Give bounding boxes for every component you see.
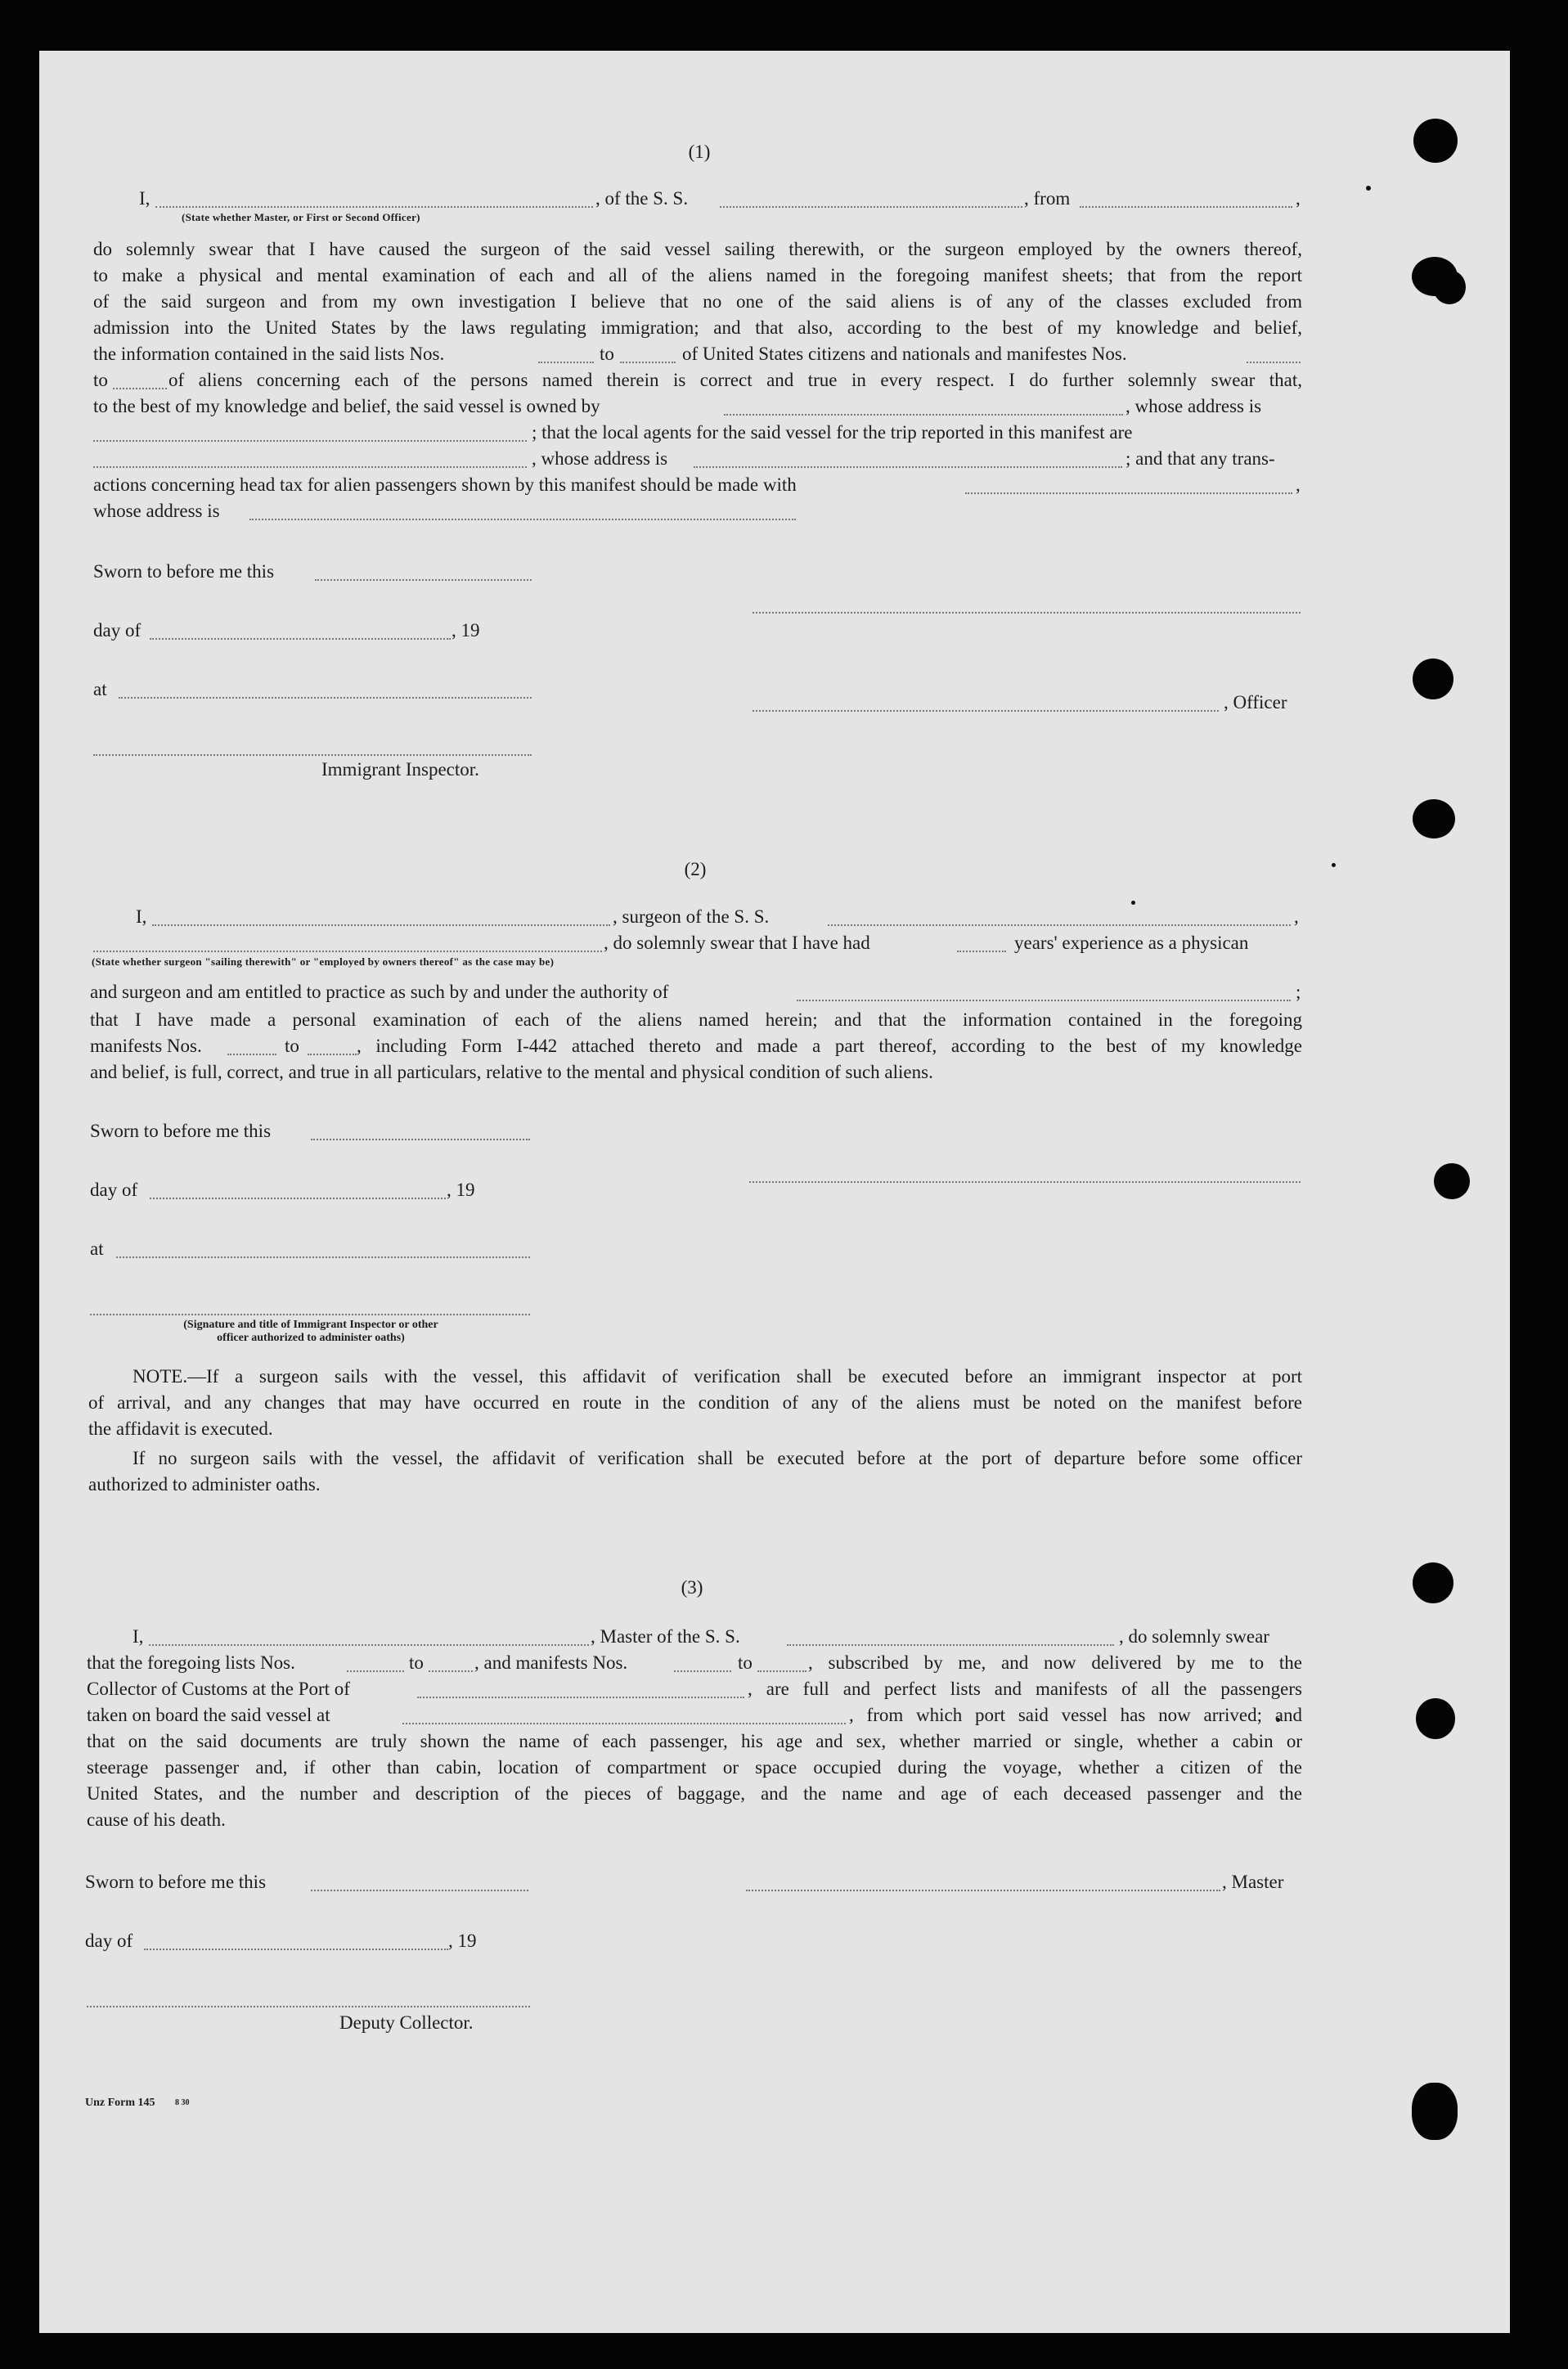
i-label: I, [136,906,147,927]
body-text: and belief, is full, correct, and true in all particulars, relative to the mental and physical condition of such aliens. [90,1062,933,1082]
day-of-label: day of [85,1931,133,1951]
manifest-from-line [674,1670,731,1672]
year-label: , 19 [447,1180,475,1200]
note-line: If no surgeon sails with the vessel, the affidavit of verification shall be executed before at the port of departure before some officer [133,1448,1302,1468]
body-text: of United States citizens and nationals and manifestes Nos. [682,344,1127,364]
at-label: at [93,679,107,699]
from-port-line [1080,206,1292,208]
signature-line [753,612,1301,614]
master-name-line [149,1644,589,1646]
inspector-signature-line [93,754,532,756]
form-id: Unz Form 145 [85,2097,155,2109]
speck [1131,901,1135,905]
punctuation: , [1294,906,1299,927]
body-text: years' experience as a physican [1014,933,1249,953]
body-text: the information contained in the said lists Nos. [93,344,445,364]
surgeon-type-line [93,951,602,952]
body-line: of the said surgeon and from my own investigation I believe that no one of the said aliens is of any of the classes excluded from [93,291,1302,312]
punch-hole [1416,1698,1455,1739]
ship-name-line [828,924,1291,926]
body-text: to [409,1652,424,1673]
body-line: cause of his death. [87,1809,226,1830]
boarding-port-line [402,1723,846,1724]
body-text: of aliens concerning each of the persons named therein is correct and true in every respect. I do further solemnly swear that, [168,370,1302,390]
body-text: Collector of Customs at the Port of [87,1679,350,1699]
officer-rank-note: (State whether Master, or First or Second Officer) [182,211,420,223]
ship-name-line [720,206,1022,208]
body-text: , subscribed by me, and now delivered by me to the [808,1652,1302,1673]
body-text: , whose address is [532,448,668,469]
section-number: (1) [688,142,711,162]
year-label: , 19 [448,1931,477,1951]
body-text: whose address is [93,501,220,521]
inspector-title: Immigrant Inspector. [321,759,479,780]
body-text: to [600,344,614,364]
body-line: admission into the United States by the laws regulating immigration; and that also, according to the best of my knowledge and belief, [93,317,1302,338]
body-text: , including Form I-442 attached thereto and made a part thereof, according to the best of my knowledge [357,1036,1302,1056]
body-line: that on the said documents are truly shown the name of each passenger, his age and sex, whether married or single, whether a cabin or [87,1731,1302,1751]
body-text: taken on board the said vessel at [87,1705,330,1725]
body-text: , whose address is [1125,396,1262,416]
sworn-line [315,579,532,581]
body-text: to [738,1652,753,1673]
owner-address-line [93,440,527,442]
day-line [150,1198,446,1199]
surgeon-type-note: (State whether surgeon "sailing therewith" or "employed by owners thereof" as the case may be) [92,955,555,968]
note-line: the affidavit is executed. [88,1418,273,1439]
body-text: , from which port said vessel has now arrived; and [849,1705,1302,1725]
surgeon-signature-line [749,1181,1301,1183]
master-title: , Master [1222,1872,1284,1892]
authority-line [797,1000,1291,1001]
years-line [957,951,1006,952]
punctuation: ; [1296,982,1301,1002]
body-text: ; and that any trans- [1125,448,1275,469]
body-text: and surgeon and am entitled to practice as such by and under the authority of [90,982,669,1002]
sworn-label: Sworn to before me this [90,1121,272,1141]
day-line [150,638,451,640]
manifest-to-line [308,1054,357,1055]
officer-signature-line [753,710,1219,712]
body-text: , do solemnly swear [1119,1626,1269,1647]
section-number: (2) [684,859,707,879]
port-line [417,1697,744,1698]
inspector-signature-line [90,1314,530,1315]
i-label: I, [139,188,151,209]
punch-hole [1413,799,1455,838]
manifest-to-line [757,1670,806,1672]
body-line: steerage passenger and, if other than cabin, location of compartment or space occupied during the voyage, whether a citizen of the [87,1757,1302,1778]
punctuation: , [1296,188,1301,209]
day-of-label: day of [90,1180,138,1200]
officer-name-line [155,206,593,208]
body-text: ; that the local agents for the said vessel for the trip reported in this manifest are [532,422,1133,443]
form-page [39,51,1510,2333]
i-label: I, [133,1626,144,1647]
master-signature-line [746,1890,1220,1891]
punch-hole [1412,2083,1458,2140]
body-text: actions concerning head tax for alien passengers shown by this manifest should be made with [93,474,797,495]
manifest-to-line [113,388,167,389]
body-text: , surgeon of the S. S. [613,906,770,927]
body-text: , Master of the S. S. [591,1626,740,1647]
place-line [116,1256,530,1258]
body-text: , and manifests Nos. [474,1652,628,1673]
punch-hole [1413,1562,1453,1603]
body-text: , are full and perfect lists and manifests of all the passengers [748,1679,1302,1699]
punch-hole [1413,119,1458,163]
body-line: United States, and the number and description of the pieces of baggage, and the name and age of each deceased passenger and the [87,1783,1302,1804]
body-line: do solemnly swear that I have caused the surgeon of the said vessel sailing therewith, or the surgeon employed by the owners thereof, [93,239,1302,259]
agent-address-line [694,466,1122,468]
punch-hole [1433,270,1466,304]
body-text: to the best of my knowledge and belief, the said vessel is owned by [93,396,600,416]
surgeon-name-line [152,924,610,926]
speck [1366,186,1371,191]
collector-title: Deputy Collector. [339,2012,474,2033]
sworn-line [311,1890,528,1891]
officer-title: , Officer [1224,692,1287,712]
body-line: that I have made a personal examination of each of the aliens named herein; and that the information contained in the foregoing [90,1009,1302,1030]
list-to-line [620,362,676,363]
signature-note: officer authorized to administer oaths) [217,1332,405,1344]
body-text: that the foregoing lists Nos. [87,1652,295,1673]
punctuation: , [1296,474,1301,495]
speck [1332,863,1336,867]
ship-name-line [787,1644,1114,1646]
sworn-line [311,1139,530,1140]
place-line [119,697,532,699]
owner-line [724,414,1123,416]
sworn-label: Sworn to before me this [85,1872,267,1892]
collector-signature-line [87,2006,530,2007]
list-to-line [429,1670,473,1672]
day-of-label: day of [93,620,142,641]
body-text: to [93,370,108,390]
punch-hole [1413,659,1453,699]
form-code: 8 30 [175,2098,190,2107]
of-the-ss-label: , of the S. S. [595,188,689,209]
note-line: of arrival, and any changes that may have occurred en route in the condition of any of the aliens must be noted on the manifest before [88,1392,1302,1413]
sworn-label: Sworn to before me this [93,561,275,582]
day-line [144,1949,448,1950]
head-tax-line [965,492,1292,494]
from-label: , from [1024,188,1071,209]
list-from-line [538,362,594,363]
body-text: to [285,1036,299,1056]
note-line: NOTE.—If a surgeon sails with the vessel, this affidavit of verification shall be executed before an immigrant inspector at port [133,1366,1302,1387]
body-text: manifests Nos. [90,1036,202,1056]
body-line: to make a physical and mental examination of each and all of the aliens named in the foregoing manifest sheets; that from the report [93,265,1302,285]
head-tax-address-line [249,519,796,520]
manifest-from-line [227,1054,276,1055]
manifest-from-line [1247,362,1301,363]
section-number: (3) [681,1577,703,1598]
punch-hole [1434,1163,1470,1199]
signature-note: (Signature and title of Immigrant Inspector or other [183,1319,438,1331]
agent-line [93,466,527,468]
at-label: at [90,1238,104,1259]
body-text: , do solemnly swear that I have had [604,933,870,953]
year-label: , 19 [452,620,480,641]
list-from-line [347,1670,404,1672]
note-line: authorized to administer oaths. [88,1474,321,1495]
